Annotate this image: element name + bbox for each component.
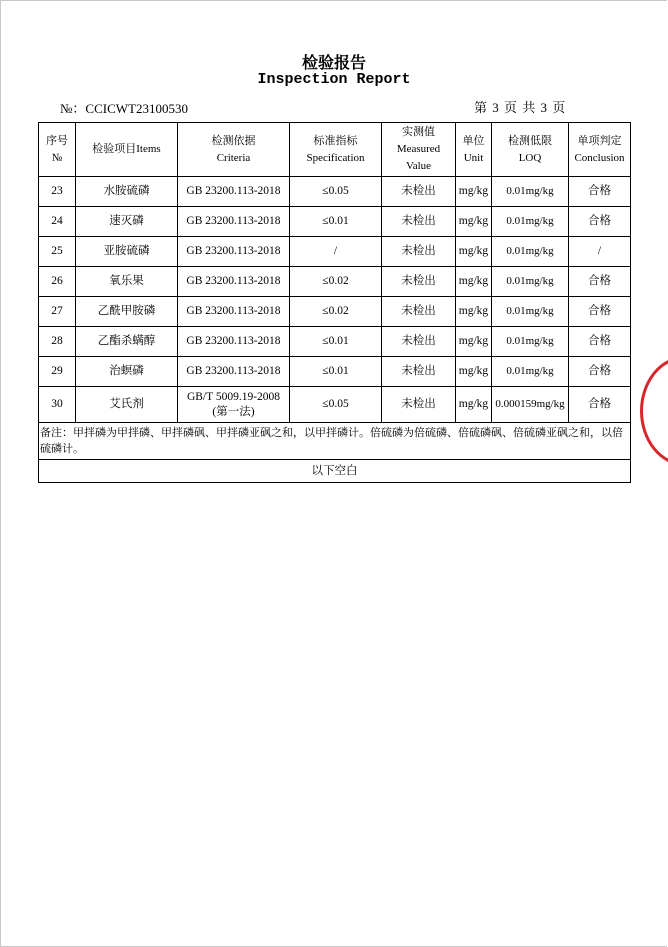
measured-value-cell	[382, 387, 456, 423]
column-header	[178, 123, 290, 177]
specification: ≤0.02	[322, 305, 349, 317]
item-name-cell	[76, 387, 178, 423]
unit-cell	[456, 237, 492, 267]
loq: 0.000159mg/kg	[495, 398, 565, 410]
blank-row	[39, 460, 631, 483]
measured-value: 未检出	[401, 215, 436, 227]
unit-cell	[456, 327, 492, 357]
conclusion-cell	[569, 237, 631, 267]
column-header-cn: 实测值	[402, 126, 435, 138]
specification-cell	[290, 237, 382, 267]
specification: ≤0.05	[322, 398, 349, 410]
criteria-cell	[178, 357, 290, 387]
row-number-cell	[39, 267, 76, 297]
column-header-en: №	[51, 151, 63, 164]
unit-cell	[456, 387, 492, 423]
specification: ≤0.01	[322, 215, 349, 227]
loq-cell	[492, 297, 569, 327]
column-header-cn: 序号	[46, 134, 68, 147]
criteria-cell	[178, 387, 290, 423]
unit: mg/kg	[458, 245, 489, 257]
criteria: GB 23200.113-2018	[186, 365, 281, 377]
criteria: GB 23200.113-2018	[186, 305, 281, 317]
row-number: 28	[51, 335, 63, 347]
table-row	[39, 237, 631, 267]
specification-cell	[290, 177, 382, 207]
conclusion-cell	[569, 267, 631, 297]
conclusion-cell	[569, 387, 631, 423]
measured-value-cell	[382, 177, 456, 207]
specification: /	[333, 245, 338, 257]
conclusion: 合格	[588, 305, 611, 317]
specification-cell	[290, 387, 382, 423]
loq: 0.01mg/kg	[506, 215, 554, 227]
item-name: 亚胺硫磷	[103, 245, 150, 257]
measured-value-cell	[382, 237, 456, 267]
measured-value: 未检出	[401, 185, 436, 197]
loq-cell	[492, 267, 569, 297]
item-name: 水胺硫磷	[103, 185, 150, 197]
blank-below-text: 以下空白	[39, 460, 631, 483]
item-name-cell	[76, 327, 178, 357]
column-header	[76, 123, 178, 177]
row-number: 23	[51, 185, 63, 197]
specification-cell	[290, 297, 382, 327]
column-header-cn: 单项判定	[577, 134, 622, 147]
item-name-cell	[76, 297, 178, 327]
specification-cell	[290, 327, 382, 357]
table-row	[39, 387, 631, 423]
column-header-en: Specification	[306, 151, 365, 164]
column-header	[456, 123, 492, 177]
table-row	[39, 177, 631, 207]
table-row	[39, 357, 631, 387]
measured-value-cell	[382, 357, 456, 387]
loq-cell	[492, 237, 569, 267]
loq: 0.01mg/kg	[506, 185, 554, 197]
unit-cell	[456, 207, 492, 237]
conclusion: 合格	[588, 275, 611, 287]
item-name-cell	[76, 267, 178, 297]
unit: mg/kg	[458, 335, 489, 347]
row-number: 27	[51, 305, 63, 317]
specification-cell	[290, 207, 382, 237]
conclusion-cell	[569, 327, 631, 357]
criteria: GB 23200.113-2018	[186, 185, 281, 197]
item-name-cell	[76, 357, 178, 387]
unit-cell	[456, 297, 492, 327]
conclusion: 合格	[588, 335, 611, 347]
row-number: 30	[51, 398, 63, 410]
criteria: GB 23200.113-2018	[186, 215, 281, 227]
criteria-cell	[178, 327, 290, 357]
row-number-cell	[39, 237, 76, 267]
loq-cell	[492, 207, 569, 237]
report-number: №：CCICWT23100530	[60, 101, 188, 116]
column-header-cn: 标准指标	[313, 134, 358, 147]
column-header	[382, 123, 456, 177]
column-header	[290, 123, 382, 177]
table-row	[39, 267, 631, 297]
table-header-row	[39, 123, 631, 177]
measured-value: 未检出	[401, 335, 436, 347]
item-name-cell	[76, 177, 178, 207]
criteria: GB 23200.113-2018	[186, 275, 281, 287]
measured-value: 未检出	[401, 398, 436, 410]
column-header-cn: 检测依据	[211, 134, 256, 147]
criteria-cell	[178, 237, 290, 267]
measured-value: 未检出	[401, 305, 436, 317]
unit: mg/kg	[458, 305, 489, 317]
item-name: 速灭磷	[109, 215, 144, 227]
column-header	[569, 123, 631, 177]
loq-cell	[492, 177, 569, 207]
criteria-cell	[178, 267, 290, 297]
criteria-method: (第一法)	[212, 405, 255, 418]
specification: ≤0.05	[322, 185, 349, 197]
row-number-cell	[39, 327, 76, 357]
column-header-en: LOQ	[518, 151, 542, 164]
specification: ≤0.02	[322, 275, 349, 287]
conclusion: 合格	[588, 185, 611, 197]
measured-value: 未检出	[401, 275, 436, 287]
loq-cell	[492, 327, 569, 357]
row-number-cell	[39, 207, 76, 237]
row-number: 26	[51, 275, 63, 287]
specification: ≤0.01	[322, 335, 349, 347]
table-row	[39, 297, 631, 327]
unit: mg/kg	[458, 215, 489, 227]
loq: 0.01mg/kg	[506, 335, 554, 347]
conclusion: 合格	[588, 398, 611, 410]
criteria: GB 23200.113-2018	[186, 245, 281, 257]
unit: mg/kg	[458, 275, 489, 287]
conclusion: /	[597, 245, 602, 257]
item-name: 治螟磷	[109, 365, 144, 377]
measured-value-cell	[382, 207, 456, 237]
item-name-cell	[76, 237, 178, 267]
unit-cell	[456, 357, 492, 387]
row-number: 25	[51, 245, 63, 257]
specification-cell	[290, 267, 382, 297]
criteria: GB 23200.113-2018	[186, 335, 281, 347]
column-header-cn: 检测低限	[508, 134, 552, 147]
item-name: 乙酯杀螨醇	[97, 335, 156, 347]
conclusion-cell	[569, 297, 631, 327]
row-number-cell	[39, 297, 76, 327]
unit: mg/kg	[458, 185, 489, 197]
report-title-en: Inspection Report	[257, 71, 411, 88]
conclusion-cell	[569, 357, 631, 387]
measured-value-cell	[382, 267, 456, 297]
unit-cell	[456, 177, 492, 207]
report-title-cn: 检验报告	[301, 53, 366, 72]
unit: mg/kg	[458, 398, 489, 410]
table-row	[39, 327, 631, 357]
page-info: 第 3 页 共 3 页	[474, 100, 566, 115]
unit-cell	[456, 267, 492, 297]
measured-value-cell	[382, 297, 456, 327]
loq: 0.01mg/kg	[506, 305, 554, 317]
specification-cell	[290, 357, 382, 387]
criteria: GB/T 5009.19-2008	[186, 390, 281, 403]
measured-value: 未检出	[401, 365, 436, 377]
column-header-cn: 单位	[462, 134, 485, 147]
item-name: 氧乐果	[109, 275, 144, 287]
criteria-cell	[178, 297, 290, 327]
loq-cell	[492, 357, 569, 387]
item-name-cell	[76, 207, 178, 237]
column-header-en: Unit	[463, 151, 484, 164]
row-number-cell	[39, 357, 76, 387]
loq: 0.01mg/kg	[506, 245, 554, 257]
conclusion-cell	[569, 177, 631, 207]
remarks-note: 备注：甲拌磷为甲拌磷、甲拌磷砜、甲拌磷亚砜之和，以甲拌磷计。倍硫磷为倍硫磷、倍硫磷砜、倍硫磷亚砜之和，以倍硫磷计。	[39, 423, 631, 460]
criteria-cell	[178, 177, 290, 207]
row-number: 24	[51, 215, 63, 227]
table-row	[39, 207, 631, 237]
column-header-en: Measured Value	[396, 143, 441, 172]
column-header	[492, 123, 569, 177]
note-row	[39, 423, 631, 460]
criteria-cell	[178, 207, 290, 237]
unit: mg/kg	[458, 365, 489, 377]
loq: 0.01mg/kg	[506, 275, 554, 287]
row-number: 29	[51, 365, 63, 377]
item-name: 艾氏剂	[109, 398, 144, 410]
column-header-en: Conclusion	[574, 151, 625, 164]
measured-value: 未检出	[401, 245, 436, 257]
column-header	[39, 123, 76, 177]
column-header-en: Criteria	[216, 151, 251, 164]
inspection-table	[38, 122, 631, 483]
specification: ≤0.01	[322, 365, 349, 377]
measured-value-cell	[382, 327, 456, 357]
row-number-cell	[39, 177, 76, 207]
row-number-cell	[39, 387, 76, 423]
loq: 0.01mg/kg	[506, 365, 554, 377]
column-header-cn: 检验项目Items	[92, 143, 161, 155]
conclusion: 合格	[588, 365, 611, 377]
conclusion-cell	[569, 207, 631, 237]
conclusion: 合格	[588, 215, 611, 227]
item-name: 乙酰甲胺磷	[97, 305, 156, 317]
loq-cell	[492, 387, 569, 423]
